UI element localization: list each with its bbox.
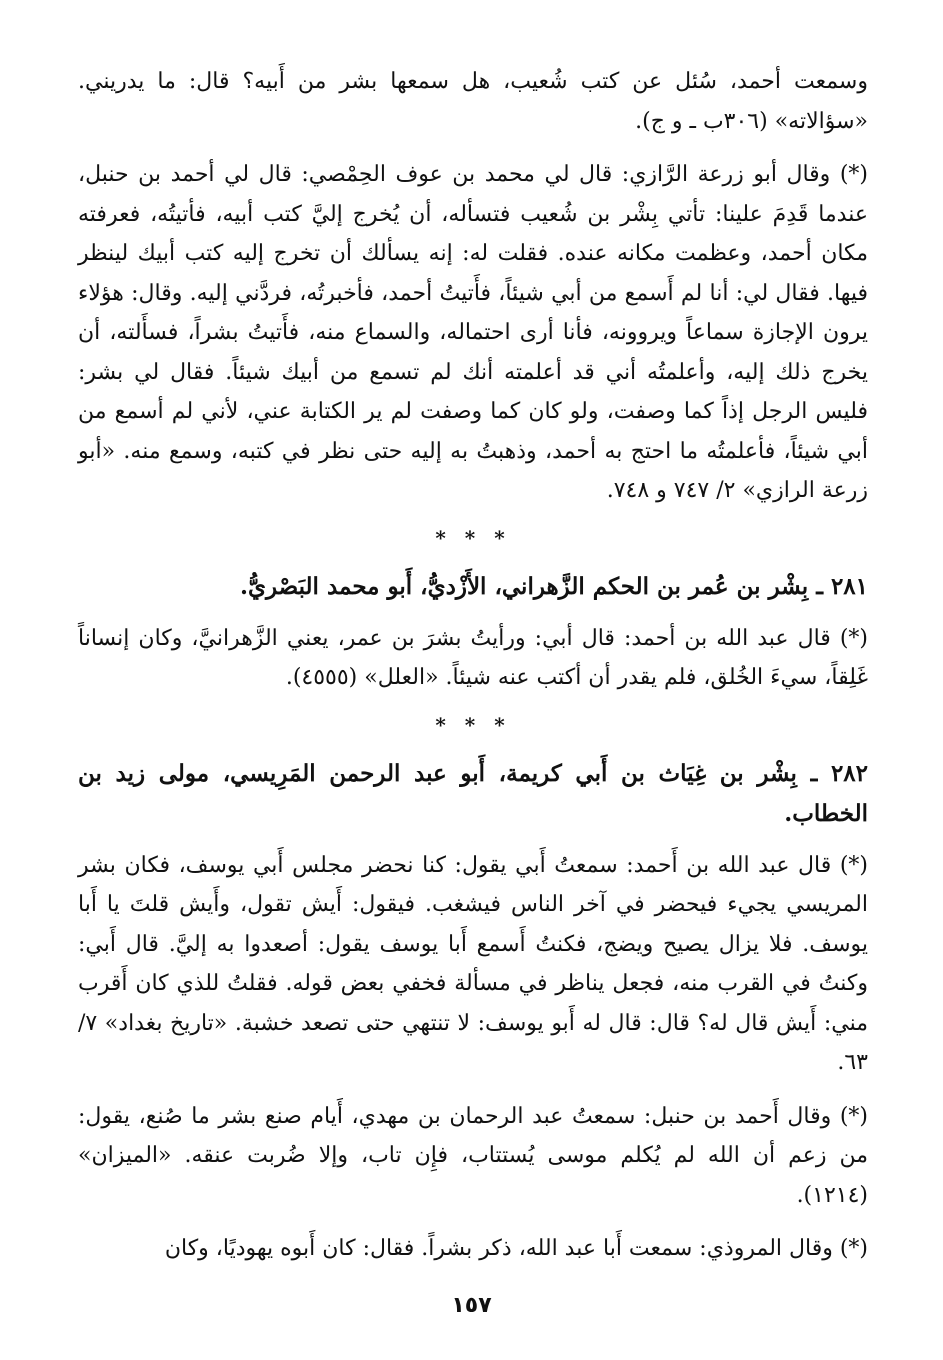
paragraph-entry-282-2: (*) وقال أَحمد بن حنبل: سمعتُ عبد الرحمان بن مهدي، أَيام صنع بشر ما صُنع، يقول: من زعم أن الله لم يُكلم موسى يُستتاب، فإِن تاب، وإلا ضُربت عنقه. «الميزان» (١٢١٤). (78, 1103, 868, 1208)
section-separator: * * * (435, 712, 511, 737)
paragraph-narration-1: وسمعت أحمد، سُئل عن كتب شُعيب، هل سمعها بشر من أَبيه؟ قال: ما يدريني. «سؤالاته» (٣٠٦ب ـ و ج). (78, 69, 868, 134)
paragraph-entry-282-3: (*) وقال المروذي: سمعت أَبا عبد الله، ذكر بشراً. فقال: كان أَبوه يهوديًا، وكان (164, 1236, 868, 1261)
page-number: ١٥٧ (451, 1293, 492, 1318)
entry-heading-281: ٢٨١ ـ بِشْر بن عُمر بن الحكم الزَّهراني، الأَزْديُّ، أَبو محمد البَصْريُّ. (239, 572, 868, 600)
book-page (78, 62, 868, 1283)
entry-heading-282: ٢٨٢ ـ بِشْر بن غِيَاث بن أَبي كريمة، أَبو عبد الرحمن المَرِيسي، مولى زيد بن الخطاب. (78, 759, 868, 827)
paragraph-abu-zura: (*) وقال أبو زرعة الرَّازي: قال لي محمد بن عوف الحِمْصي: قال لي أحمد بن حنبل، عندما قَدِمَ علينا: تأتي بِشْر بن شُعيب فتسأله، أن يُخرج إليَّ كتب أبيه، فأتيتُه، فعرفته مكان أحمد، وعظمت مكانه عنده. فقلت له: إنه يسألك أن تخرج إليه كتب أبيك لينظر فيها. فقال لي: أنا لم أَسمع من أبي شيئاً، فأَتيتُ أحمد، فأخبرتُه، فردَّني إليه. وقال: هؤلاء يرون الإجازة سماعاً ويروونه، فأنا أرى احتماله، والسماع منه، فأَتيتُ بشراً، فسأَلته، أن يخرج ذلك إليه، وأعلمتُه أني قد أعلمته أنك لم تسمع من أبيك شيئاً. فقال لي بشر: فليس الرجل إذاً كما وصفت، ولو كان كما وصفت لم ير الكتابة عني، لأني لم أسمع من أبي شيئاً، فأعلمتُه ما احتج به أحمد، وذهبتُ به إليه حتى نظر في كتبه، وسمع منه. «أبو زرعة الرازي» ٢/ ٧٤٧ و ٧٤٨. (78, 162, 868, 503)
section-separator: * * * (435, 525, 511, 550)
paragraph-entry-281: (*) قال عبد الله بن أحمد: قال أبي: ورأيتُ بشرَ بن عمر، يعني الزَّهرانيَّ، وكان إنساناً غَلِقاً، سيءَ الخُلق، فلم يقدر أن أكتب عنه شيئاً. «العلل» (٤٥٥٥). (78, 625, 868, 690)
paragraph-entry-282-1: (*) قال عبد الله بن أَحمد: سمعتُ أَبي يقول: كنا نحضر مجلس أَبي يوسف، فكان بشر المريسي يجيء فيحضر في آخر الناس فيشغب. فيقول: أَيش تقول، وأَيش قلتَ يا أَبا يوسف. فلا يزال يصيح ويضج، فكنتُ أَسمع أَبا يوسف يقول: أصعدوا به إليَّ. قال أَبي: وكنتُ في القرب منه، فجعل يناظر في مسألة فخفي بعض قوله. فقلتُ للذي كان أَقرب مني: أَيش قال له؟ قال: قال له أَبو يوسف: لا تنتهي حتى تصعد خشبة. «تاريخ بغداد» ٧/ ٦٣. (78, 852, 868, 1075)
